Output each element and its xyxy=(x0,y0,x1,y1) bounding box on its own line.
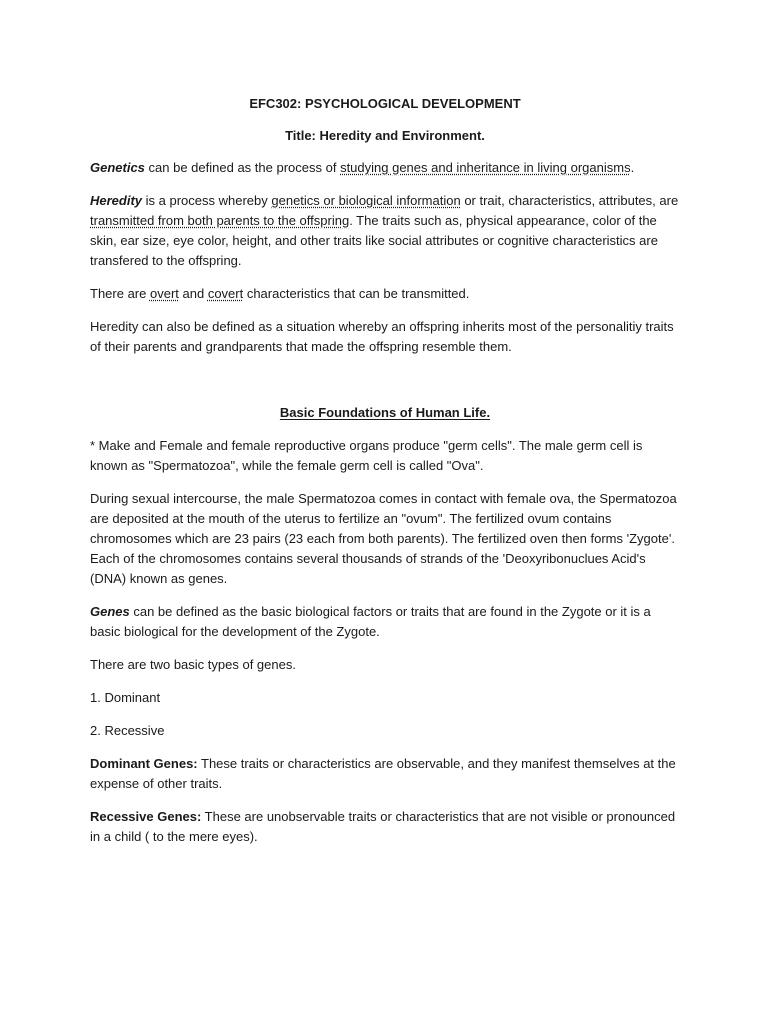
dominant-paragraph xyxy=(90,754,680,794)
genes-text: can be defined as the basic biological factors or traits that are found in the Zygote or it is a basic biological for the development of the Zygote. xyxy=(90,604,651,639)
genes-paragraph xyxy=(90,602,680,642)
overt-covert-middle: and xyxy=(178,286,208,301)
types-intro: There are two basic types of genes. xyxy=(90,657,296,672)
dominant-term: Dominant Genes: xyxy=(90,756,198,771)
section-spacer xyxy=(90,370,680,403)
genetics-underlined: studying genes and inheritance in living organisms xyxy=(340,160,631,175)
section-heading-text: Basic Foundations of Human Life. xyxy=(279,405,491,420)
heredity-paragraph xyxy=(90,191,680,271)
heredity-text-2: or trait, characteristics, attributes, are xyxy=(460,193,679,208)
overt-covert-text-before: There are xyxy=(90,286,150,301)
heredity-underlined-2: transmitted from both parents to the offspring xyxy=(90,213,350,228)
recessive-term: Recessive Genes: xyxy=(90,809,202,824)
heredity-alt-paragraph: Heredity can also be defined as a situation whereby an offspring inherits most of the personalitiy traits of their parents and grandparents that made the offspring resemble them. xyxy=(90,319,674,354)
germ-cells-paragraph: * Make and Female and female reproductive organs produce "germ cells". The male germ cell is known as "Spermatozoa", while the female germ cell is called "Ova". xyxy=(90,438,643,473)
overt-underlined: overt xyxy=(149,286,179,301)
section-heading xyxy=(90,403,680,423)
document-title: Title: Heredity and Environment. xyxy=(285,128,485,143)
covert-underlined: covert xyxy=(207,286,244,301)
heredity-text-3: . The traits such as, physical appearance, color of the skin, ear size, eye color, height, and other traits like social attributes or cognitive characteristics are transfered to the offspring. xyxy=(90,213,658,268)
heredity-term: Heredity xyxy=(90,193,143,208)
recessive-paragraph xyxy=(90,807,680,847)
genes-term: Genes xyxy=(90,604,130,619)
intercourse-paragraph: During sexual intercourse, the male Spermatozoa comes in contact with female ova, the Spermatozoa are deposited at the mouth of the uterus to fertilize an "ovum". The fertilized ovum contains chromosomes which are 23 pairs (23 each from both parents). The fertilized oven then forms 'Zygote'. Each of the chromosomes contains several thousands of strands of the 'Deoxyribonuclues Acid's (DNA) known as genes. xyxy=(90,491,677,586)
type-dominant: 1. Dominant xyxy=(90,690,161,705)
course-heading: EFC302: PSYCHOLOGICAL DEVELOPMENT xyxy=(249,96,521,111)
genetics-text-before: can be defined as the process of xyxy=(144,160,341,175)
type-recessive: 2. Recessive xyxy=(90,723,165,738)
overt-covert-paragraph xyxy=(90,284,680,304)
overt-covert-text-after: characteristics that can be transmitted. xyxy=(243,286,470,301)
genetics-term: Genetics xyxy=(90,160,145,175)
heredity-text-1: is a process whereby xyxy=(142,193,272,208)
genetics-text-after: . xyxy=(630,160,635,175)
recessive-text: These are unobservable traits or characteristics that are not visible or pronounced in a child ( to the mere eyes). xyxy=(90,809,676,844)
dominant-text: These traits or characteristics are observable, and they manifest themselves at the expense of other traits. xyxy=(90,756,676,791)
heredity-underlined-1: genetics or biological information xyxy=(271,193,461,208)
genetics-paragraph xyxy=(90,158,680,178)
